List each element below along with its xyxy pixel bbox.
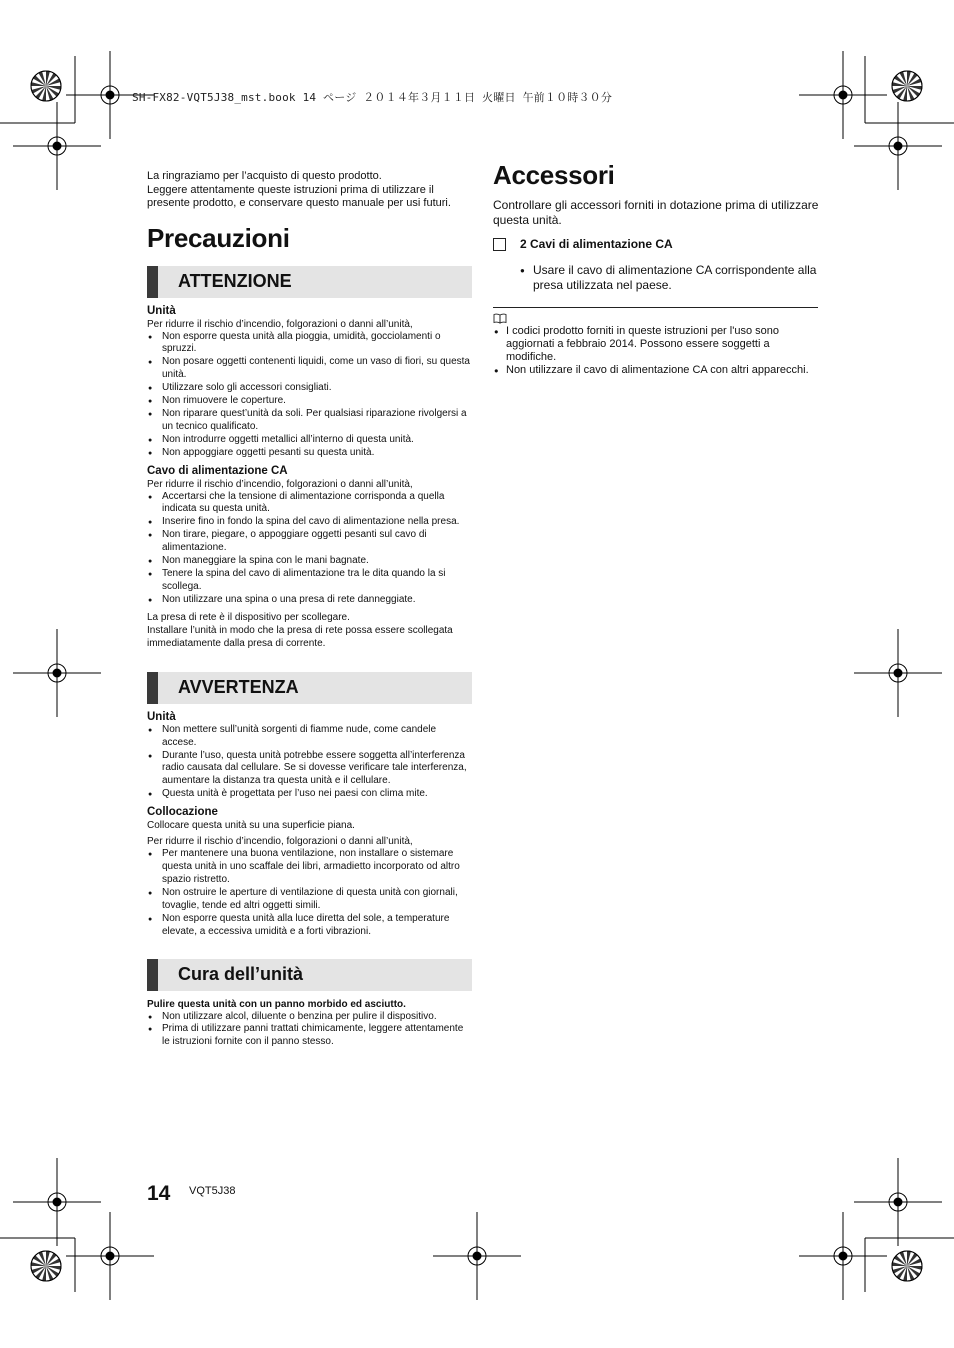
list-item: ● Prima di utilizzare panni trattati chimicamente, leggere attentamente le istruzioni fornite con il panno stesso.	[147, 1023, 472, 1049]
intro-line-2: Leggere attentamente queste istruzioni prima di utilizzare il presente prodotto, e conservare questo manuale per usi futuri.	[147, 183, 451, 209]
crosshair-mark	[13, 629, 101, 717]
cura-list	[147, 1011, 472, 1050]
presa-note-1: La presa di rete è il dispositivo per scollegare.	[147, 611, 350, 623]
crosshair-mark	[854, 102, 942, 190]
list-item: ● Non ostruire le aperture di ventilazione di questa unità con giornali, tovaglie, tende ed altri oggetti simili.	[147, 887, 472, 913]
collocazione-lead-2: Per ridurre il rischio d’incendio, folgorazioni o danni all’unità,	[147, 836, 413, 848]
list-item: ● Non appoggiare oggetti pesanti su questa unità.	[147, 447, 472, 460]
left-column	[147, 170, 472, 1049]
list-item: ● Non introdurre oggetti metallici all’interno di questa unità.	[147, 434, 472, 447]
checkbox-icon	[493, 238, 506, 251]
list-item: ● Non utilizzare il cavo di alimentazione CA con altri apparecchi.	[493, 364, 819, 377]
list-item: ● Inserire fino in fondo la spina del cavo di alimentazione nella presa.	[147, 516, 472, 529]
cavo-lead: Per ridurre il rischio d’incendio, folgorazioni o danni all’unità,	[147, 478, 413, 490]
cavo-title: Cavo di alimentazione CA	[147, 464, 288, 477]
print-header: SH-FX82-VQT5J38_mst.book 14 ページ ２０１４年３月１１日 火曜日 午前１０時３０分	[132, 91, 613, 104]
attenzione-band	[147, 266, 472, 298]
attenzione-unita-list	[147, 331, 472, 460]
list-item: ● Non utilizzare alcol, diluente o benzina per pulire il dispositivo.	[147, 1011, 472, 1024]
doc-code: VQT5J38	[189, 1185, 236, 1197]
cura-lead: Pulire questa unità con un panno morbido ed asciutto.	[147, 998, 406, 1010]
right-column	[493, 160, 819, 377]
list-item: ● Non riparare quest’unità da soli. Per qualsiasi riparazione rivolgersi a un tecnico qualificato.	[147, 408, 472, 434]
list-item: ● Usare il cavo di alimentazione CA corrispondente alla presa utilizzata nel paese.	[519, 263, 819, 293]
notes-list	[493, 325, 819, 377]
book-icon	[493, 313, 507, 324]
list-item: ● Non posare oggetti contenenti liquidi, come un vaso di fiori, su questa unità.	[147, 356, 472, 382]
intro-line-1: La ringraziamo per l’acquisto di questo prodotto.	[147, 170, 382, 182]
collocazione-title: Collocazione	[147, 806, 218, 819]
cavo-list	[147, 491, 472, 607]
list-item: ● I codici prodotto forniti in queste istruzioni per l'uso sono aggiornati a febbraio 2014. Possono essere soggetti a modifiche.	[493, 325, 819, 364]
list-item: ● Non maneggiare la spina con le mani bagnate.	[147, 555, 472, 568]
list-item: ● Non utilizzare una spina o una presa di rete danneggiate.	[147, 594, 472, 607]
avvertenza-heading: AVVERTENZA	[178, 677, 299, 698]
attenzione-unita-title: Unità	[147, 304, 176, 317]
crosshair-mark	[66, 1212, 154, 1300]
presa-note-2: Installare l’unità in modo che la presa di rete possa essere scollegata immediatamente dalla presa di corrente.	[147, 624, 453, 649]
starburst-mark	[892, 1251, 922, 1281]
accessori-intro: Controllare gli accessori forniti in dotazione prima di utilizzare questa unità.	[493, 198, 819, 227]
crosshair-mark	[854, 629, 942, 717]
starburst-mark	[31, 1251, 61, 1281]
list-item: ● Questa unità è progettata per l’uso nei paesi con clima mite.	[147, 788, 472, 801]
note-header	[493, 311, 819, 325]
list-item: ● Non tirare, piegare, o appoggiare oggetti pesanti sul cavo di alimentazione.	[147, 529, 472, 555]
crosshair-mark	[13, 102, 101, 190]
note-divider	[493, 307, 818, 308]
list-item: ● Non mettere sull’unità sorgenti di fiamme nude, come candele accese.	[147, 724, 472, 750]
crosshair-mark	[13, 1158, 101, 1246]
crosshair-mark	[854, 1158, 942, 1246]
crosshair-mark	[799, 51, 887, 139]
avvertenza-unita-title: Unità	[147, 710, 176, 723]
page-number: 14	[147, 1182, 171, 1205]
avvertenza-band	[147, 672, 472, 704]
collocazione-lead-1: Collocare questa unità su una superficie piana.	[147, 820, 355, 832]
accessori-item	[493, 237, 819, 251]
collocazione-list	[147, 848, 472, 938]
crosshair-mark	[799, 1212, 887, 1300]
list-item: ● Non esporre questa unità alla luce diretta del sole, a temperature elevate, a eccessiva umidità e a forti vibrazioni.	[147, 913, 472, 939]
cura-heading: Cura dell’unità	[178, 964, 304, 984]
list-item: ● Non rimuovere le coperture.	[147, 395, 472, 408]
list-item: ● Durante l’uso, questa unità potrebbe essere soggetta all’interferenza radio causata dal cellulare. Se si dovesse verificare tale interferenza, aumentare la distanza tra questa unità e il cellulare.	[147, 750, 472, 789]
accessori-item-bullets	[519, 263, 819, 293]
attenzione-unita-lead: Per ridurre il rischio d’incendio, folgorazioni o danni all’unità,	[147, 318, 413, 330]
starburst-mark	[31, 71, 61, 101]
precauzioni-title: Precauzioni	[147, 222, 290, 253]
cura-band	[147, 959, 472, 991]
list-item: ● Tenere la spina del cavo di alimentazione tra le dita quando la si scollega.	[147, 568, 472, 594]
list-item: ● Per mantenere una buona ventilazione, non installare o sistemare questa unità in uno scaffale dei libri, armadietto incorporato od altro spazio ristretto.	[147, 848, 472, 887]
accessori-item-label: 2 Cavi di alimentazione CA	[520, 237, 673, 251]
list-item: ● Accertarsi che la tensione di alimentazione corrisponda a quella indicata su questa unità.	[147, 491, 472, 517]
avvertenza-unita-list	[147, 724, 472, 801]
crosshair-mark	[433, 1212, 521, 1300]
list-item: ● Non esporre questa unità alla pioggia, umidità, gocciolamenti o spruzzi.	[147, 331, 472, 357]
accessori-title: Accessori	[493, 160, 615, 190]
list-item: ● Utilizzare solo gli accessori consigliati.	[147, 382, 472, 395]
attenzione-heading: ATTENZIONE	[178, 271, 292, 291]
starburst-mark	[892, 71, 922, 101]
